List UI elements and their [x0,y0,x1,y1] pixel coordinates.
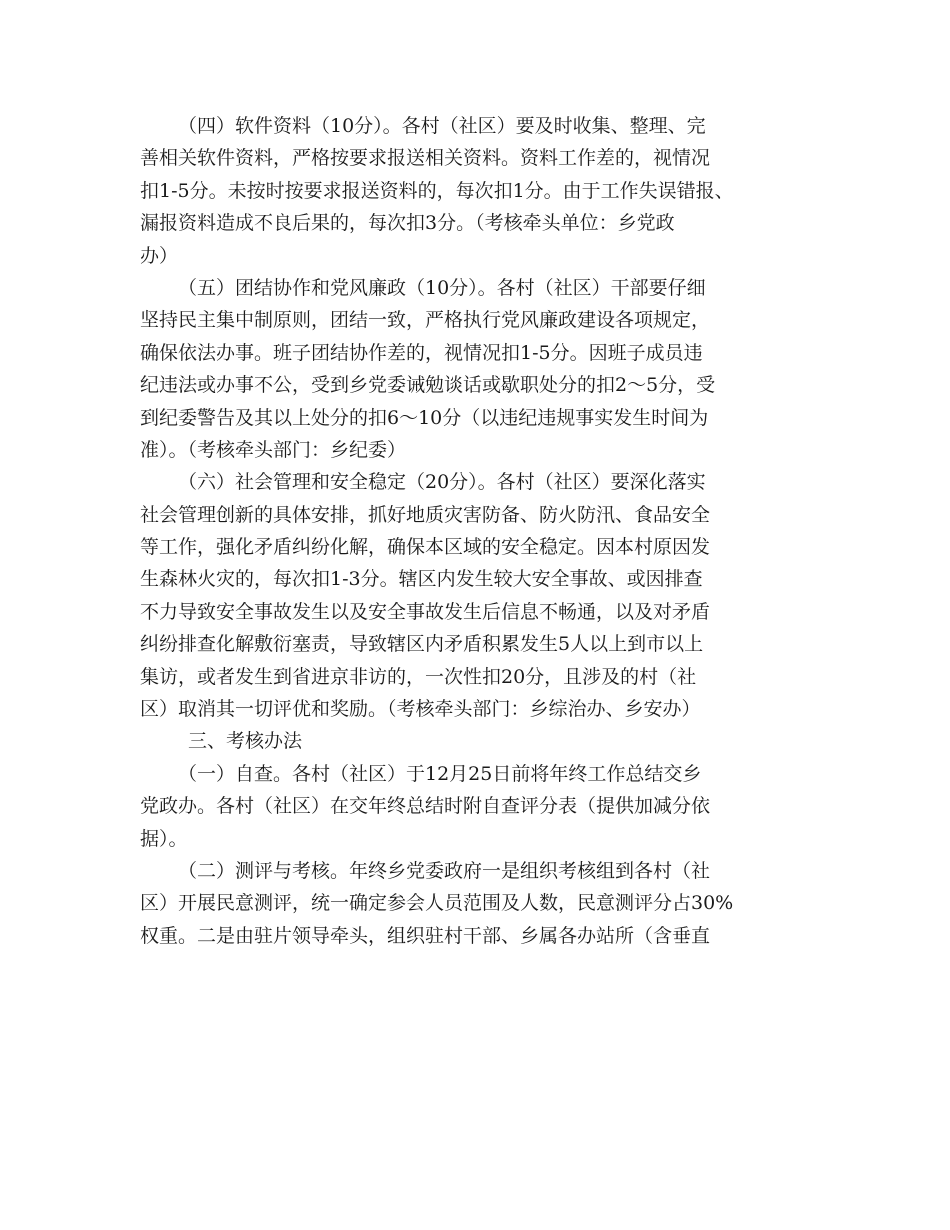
paragraph-line: 纪违法或办事不公，受到乡党委诫勉谈话或歇职处分的扣2～5分，受 [140,374,716,397]
paragraph-line: 漏报资料造成不良后果的，每次扣3分。（考核牵头单位：乡党政 [140,212,675,235]
paragraph-line: 区）开展民意测评，统一确定参会人员范围及人数，民意测评分占30% [140,892,734,915]
paragraph-line: （一）自查。各村（社区）于12月25日前将年终工作总结交乡 [178,762,702,785]
paragraph-line: 善相关软件资料，严格按要求报送相关资料。资料工作差的，视情况 [140,147,711,170]
paragraph-line: （六）社会管理和安全稳定（20分）。各村（社区）要深化落实 [178,471,706,494]
paragraph-line: 据）。 [140,827,188,850]
section-heading: 三、考核办法 [188,730,303,753]
paragraph-line: 准）。（考核牵头部门：乡纪委） [140,438,407,461]
paragraph-line: 扣1-5分。未按时按要求报送资料的，每次扣1分。由于工作失误错报、 [140,179,734,202]
paragraph-line: 办） [140,244,179,267]
paragraph-line: 生森林火灾的，每次扣1-3分。辖区内发生较大安全事故、或因排查 [140,568,703,591]
paragraph-line: （五）团结协作和党风廉政（10分）。各村（社区）干部要仔细 [178,276,706,299]
document-body [140,110,830,952]
paragraph-line: 党政办。各村（社区）在交年终总结时附自查评分表（提供加减分依 [140,795,711,818]
paragraph-line: 到纪委警告及其以上处分的扣6～10分（以违纪违规事实发生时间为 [140,406,709,429]
paragraph-line: （二）测评与考核。年终乡党委政府一是组织考核组到各村（社 [178,859,711,882]
paragraph-line: 社会管理创新的具体安排，抓好地质灾害防备、防火防汛、食品安全 [140,503,711,526]
paragraph-line: 不力导致安全事故发生以及安全事故发生后信息不畅通，以及对矛盾 [140,600,711,623]
paragraph-line: 集访，或者发生到省进京非访的，一次性扣20分，且涉及的村（社 [140,665,697,688]
paragraph-line: 确保依法办事。班子团结协作差的，视情况扣1-5分。因班子成员违 [140,341,703,364]
paragraph-line: 权重。二是由驻片领导牵头，组织驻村干部、乡属各办站所（含垂直 [140,924,711,947]
paragraph-line: （四）软件资料（10分）。各村（社区）要及时收集、整理、完 [178,115,706,137]
paragraph-line: 坚持民主集中制原则，团结一致，严格执行党风廉政建设各项规定， [140,309,711,332]
paragraph-line: 等工作，强化矛盾纠纷化解，确保本区域的安全稳定。因本村原因发 [140,536,711,559]
paragraph-line: 纠纷排查化解敷衍塞责，导致辖区内矛盾积累发生5人以上到市以上 [140,633,704,656]
paragraph-line: 区）取消其一切评优和奖励。（考核牵头部门：乡综治办、乡安办） [140,698,701,721]
